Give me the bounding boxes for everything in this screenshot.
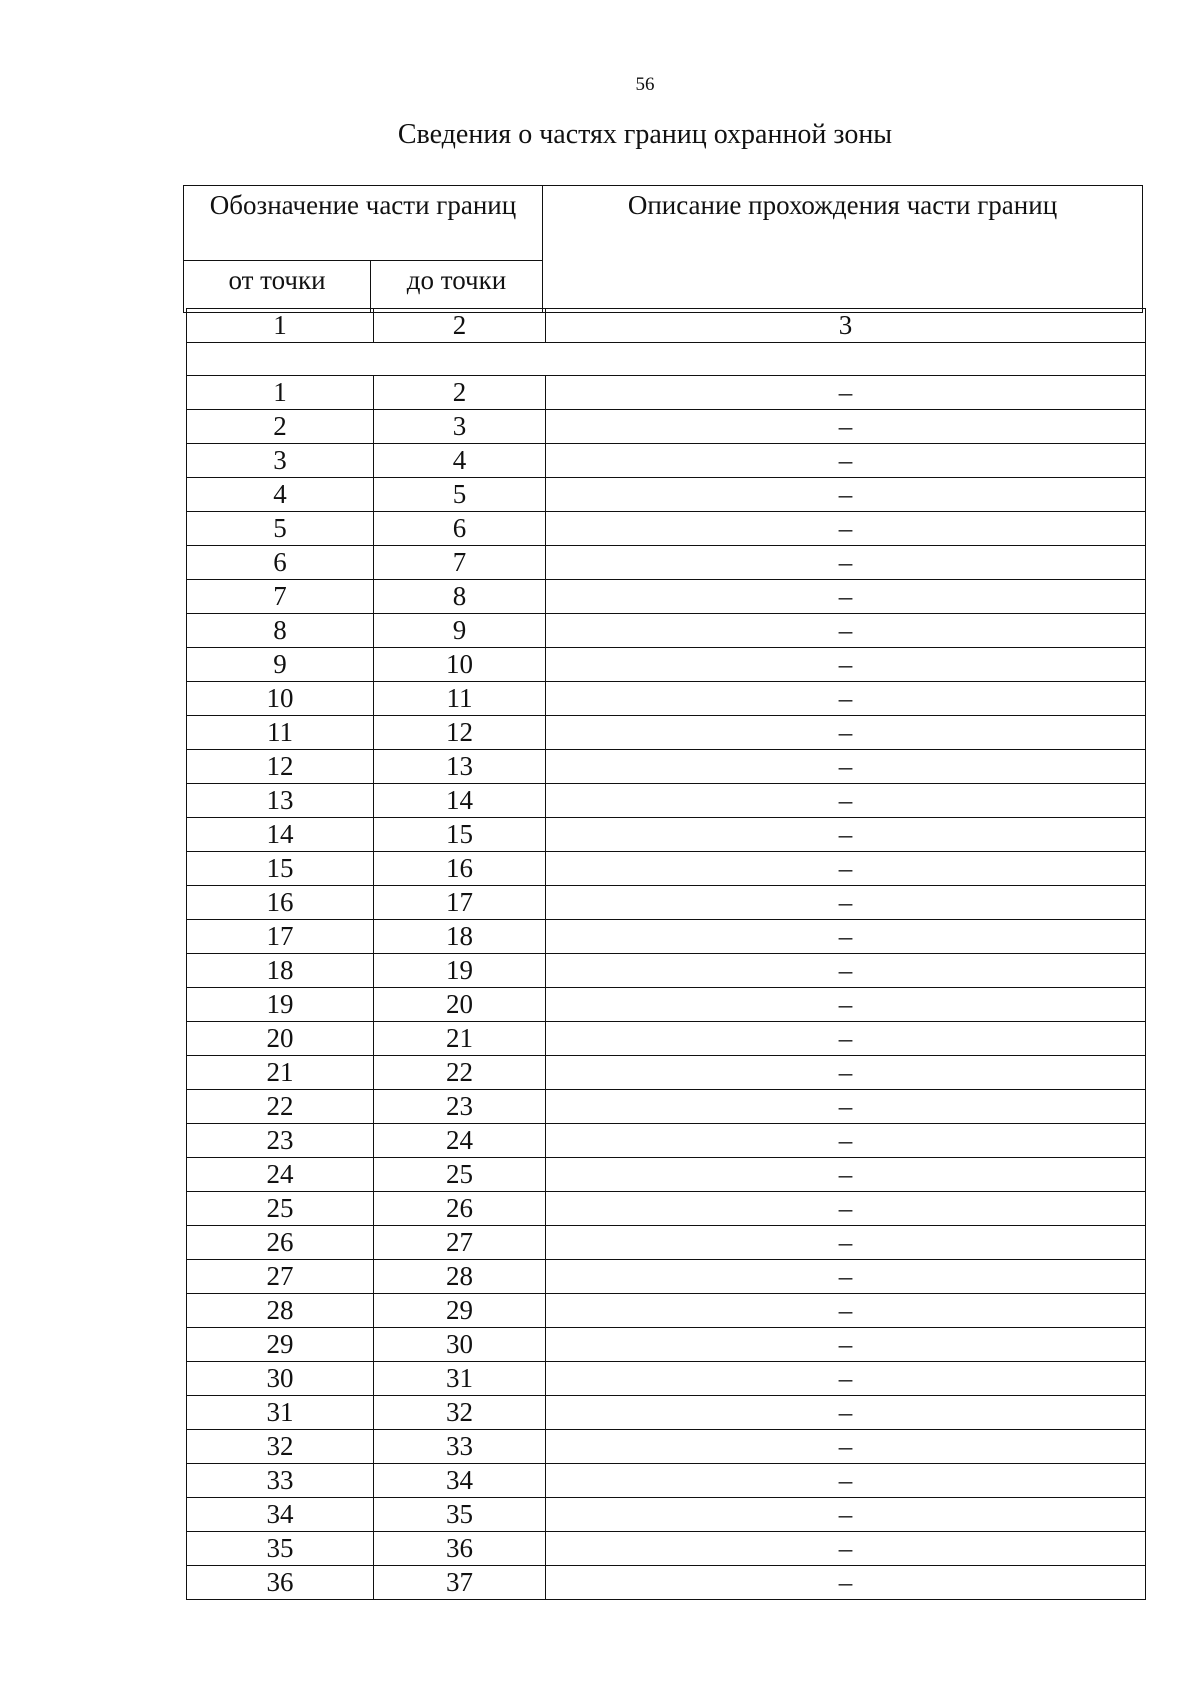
cell-description: –	[546, 648, 1146, 682]
column-number-2: 2	[374, 309, 546, 343]
cell-to-point: 29	[374, 1294, 546, 1328]
cell-to-point: 12	[374, 716, 546, 750]
cell-to-point: 14	[374, 784, 546, 818]
cell-from-point: 3	[187, 444, 374, 478]
cell-description: –	[546, 784, 1146, 818]
table-row	[187, 546, 1146, 580]
table-row	[187, 954, 1146, 988]
table-body	[187, 309, 1146, 1600]
cell-to-point: 35	[374, 1498, 546, 1532]
cell-to-point: 19	[374, 954, 546, 988]
table-row	[187, 376, 1146, 410]
cell-from-point: 36	[187, 1566, 374, 1600]
cell-description: –	[546, 1158, 1146, 1192]
cell-description: –	[546, 1328, 1146, 1362]
table-row	[187, 750, 1146, 784]
table-row	[187, 1464, 1146, 1498]
table-row	[187, 1192, 1146, 1226]
cell-from-point: 34	[187, 1498, 374, 1532]
cell-to-point: 4	[374, 444, 546, 478]
cell-to-point: 26	[374, 1192, 546, 1226]
cell-description: –	[546, 614, 1146, 648]
table-row	[187, 920, 1146, 954]
cell-to-point: 36	[374, 1532, 546, 1566]
header-to-point: до точки	[371, 261, 543, 313]
cell-to-point: 20	[374, 988, 546, 1022]
cell-from-point: 24	[187, 1158, 374, 1192]
cell-description: –	[546, 478, 1146, 512]
cell-description: –	[546, 716, 1146, 750]
boundary-table	[186, 308, 1146, 1600]
column-number-row	[187, 309, 1146, 343]
cell-to-point: 16	[374, 852, 546, 886]
table-row	[187, 478, 1146, 512]
cell-from-point: 7	[187, 580, 374, 614]
cell-to-point: 2	[374, 376, 546, 410]
cell-description: –	[546, 750, 1146, 784]
cell-from-point: 30	[187, 1362, 374, 1396]
table-row	[187, 1158, 1146, 1192]
table-row	[187, 1124, 1146, 1158]
cell-from-point: 32	[187, 1430, 374, 1464]
section-row	[187, 343, 1146, 376]
cell-to-point: 24	[374, 1124, 546, 1158]
table-row	[187, 1294, 1146, 1328]
cell-from-point: 31	[187, 1396, 374, 1430]
table-row	[187, 1498, 1146, 1532]
table-row	[187, 410, 1146, 444]
table-row	[187, 1090, 1146, 1124]
cell-from-point: 16	[187, 886, 374, 920]
cell-to-point: 18	[374, 920, 546, 954]
table-row	[187, 1430, 1146, 1464]
cell-from-point: 19	[187, 988, 374, 1022]
cell-description: –	[546, 1056, 1146, 1090]
table-row	[187, 1532, 1146, 1566]
table-row	[187, 444, 1146, 478]
cell-to-point: 25	[374, 1158, 546, 1192]
cell-from-point: 10	[187, 682, 374, 716]
cell-to-point: 7	[374, 546, 546, 580]
table-row	[187, 886, 1146, 920]
cell-from-point: 8	[187, 614, 374, 648]
cell-to-point: 15	[374, 818, 546, 852]
table-row	[187, 1328, 1146, 1362]
cell-to-point: 28	[374, 1260, 546, 1294]
cell-from-point: 1	[187, 376, 374, 410]
column-number-1: 1	[187, 309, 374, 343]
cell-to-point: 9	[374, 614, 546, 648]
cell-description: –	[546, 1498, 1146, 1532]
cell-from-point: 23	[187, 1124, 374, 1158]
cell-from-point: 27	[187, 1260, 374, 1294]
cell-from-point: 5	[187, 512, 374, 546]
cell-to-point: 34	[374, 1464, 546, 1498]
boundary-table-header	[183, 185, 1143, 313]
cell-description: –	[546, 1090, 1146, 1124]
cell-from-point: 28	[187, 1294, 374, 1328]
cell-description: –	[546, 1464, 1146, 1498]
table-row	[187, 1226, 1146, 1260]
table-row	[187, 852, 1146, 886]
table-row	[187, 580, 1146, 614]
cell-from-point: 18	[187, 954, 374, 988]
cell-from-point: 14	[187, 818, 374, 852]
table-row	[187, 818, 1146, 852]
cell-to-point: 22	[374, 1056, 546, 1090]
cell-from-point: 13	[187, 784, 374, 818]
table-row	[187, 716, 1146, 750]
cell-to-point: 8	[374, 580, 546, 614]
cell-from-point: 35	[187, 1532, 374, 1566]
cell-description: –	[546, 1124, 1146, 1158]
cell-to-point: 32	[374, 1396, 546, 1430]
cell-to-point: 6	[374, 512, 546, 546]
table-row	[187, 1260, 1146, 1294]
cell-to-point: 3	[374, 410, 546, 444]
cell-from-point: 21	[187, 1056, 374, 1090]
header-boundary-designation: Обозначение части границ	[184, 186, 543, 261]
table-row	[187, 784, 1146, 818]
cell-from-point: 22	[187, 1090, 374, 1124]
cell-description: –	[546, 376, 1146, 410]
page-number: 56	[635, 74, 655, 95]
cell-from-point: 20	[187, 1022, 374, 1056]
cell-from-point: 29	[187, 1328, 374, 1362]
cell-description: –	[546, 1294, 1146, 1328]
cell-to-point: 23	[374, 1090, 546, 1124]
table-row	[187, 1022, 1146, 1056]
cell-from-point: 25	[187, 1192, 374, 1226]
cell-from-point: 15	[187, 852, 374, 886]
cell-description: –	[546, 1192, 1146, 1226]
section-label	[187, 343, 1146, 376]
cell-description: –	[546, 1226, 1146, 1260]
table-row	[187, 1362, 1146, 1396]
table-row	[187, 988, 1146, 1022]
cell-to-point: 31	[374, 1362, 546, 1396]
cell-from-point: 33	[187, 1464, 374, 1498]
cell-to-point: 33	[374, 1430, 546, 1464]
table-row	[187, 1396, 1146, 1430]
cell-to-point: 11	[374, 682, 546, 716]
cell-to-point: 21	[374, 1022, 546, 1056]
cell-description: –	[546, 512, 1146, 546]
cell-description: –	[546, 410, 1146, 444]
cell-description: –	[546, 1022, 1146, 1056]
table-row	[187, 512, 1146, 546]
header-boundary-description: Описание прохождения части границ	[543, 186, 1143, 313]
cell-description: –	[546, 988, 1146, 1022]
table-row	[187, 648, 1146, 682]
cell-description: –	[546, 954, 1146, 988]
cell-description: –	[546, 1362, 1146, 1396]
cell-description: –	[546, 682, 1146, 716]
cell-description: –	[546, 1260, 1146, 1294]
cell-description: –	[546, 546, 1146, 580]
cell-from-point: 12	[187, 750, 374, 784]
cell-to-point: 30	[374, 1328, 546, 1362]
cell-description: –	[546, 444, 1146, 478]
cell-description: –	[546, 1396, 1146, 1430]
cell-from-point: 4	[187, 478, 374, 512]
cell-to-point: 5	[374, 478, 546, 512]
cell-description: –	[546, 920, 1146, 954]
cell-description: –	[546, 852, 1146, 886]
cell-from-point: 2	[187, 410, 374, 444]
cell-description: –	[546, 580, 1146, 614]
cell-from-point: 9	[187, 648, 374, 682]
column-number-3: 3	[546, 309, 1146, 343]
cell-to-point: 10	[374, 648, 546, 682]
cell-description: –	[546, 1532, 1146, 1566]
document-title: Сведения о частях границ охранной зоны	[397, 119, 893, 150]
cell-to-point: 27	[374, 1226, 546, 1260]
table-row	[187, 1566, 1146, 1600]
cell-from-point: 6	[187, 546, 374, 580]
cell-from-point: 11	[187, 716, 374, 750]
cell-from-point: 17	[187, 920, 374, 954]
cell-description: –	[546, 1566, 1146, 1600]
cell-to-point: 37	[374, 1566, 546, 1600]
header-from-point: от точки	[184, 261, 371, 313]
cell-from-point: 26	[187, 1226, 374, 1260]
cell-description: –	[546, 1430, 1146, 1464]
cell-to-point: 17	[374, 886, 546, 920]
cell-description: –	[546, 886, 1146, 920]
cell-to-point: 13	[374, 750, 546, 784]
cell-description: –	[546, 818, 1146, 852]
table-row	[187, 1056, 1146, 1090]
table-row	[187, 614, 1146, 648]
table-row	[187, 682, 1146, 716]
